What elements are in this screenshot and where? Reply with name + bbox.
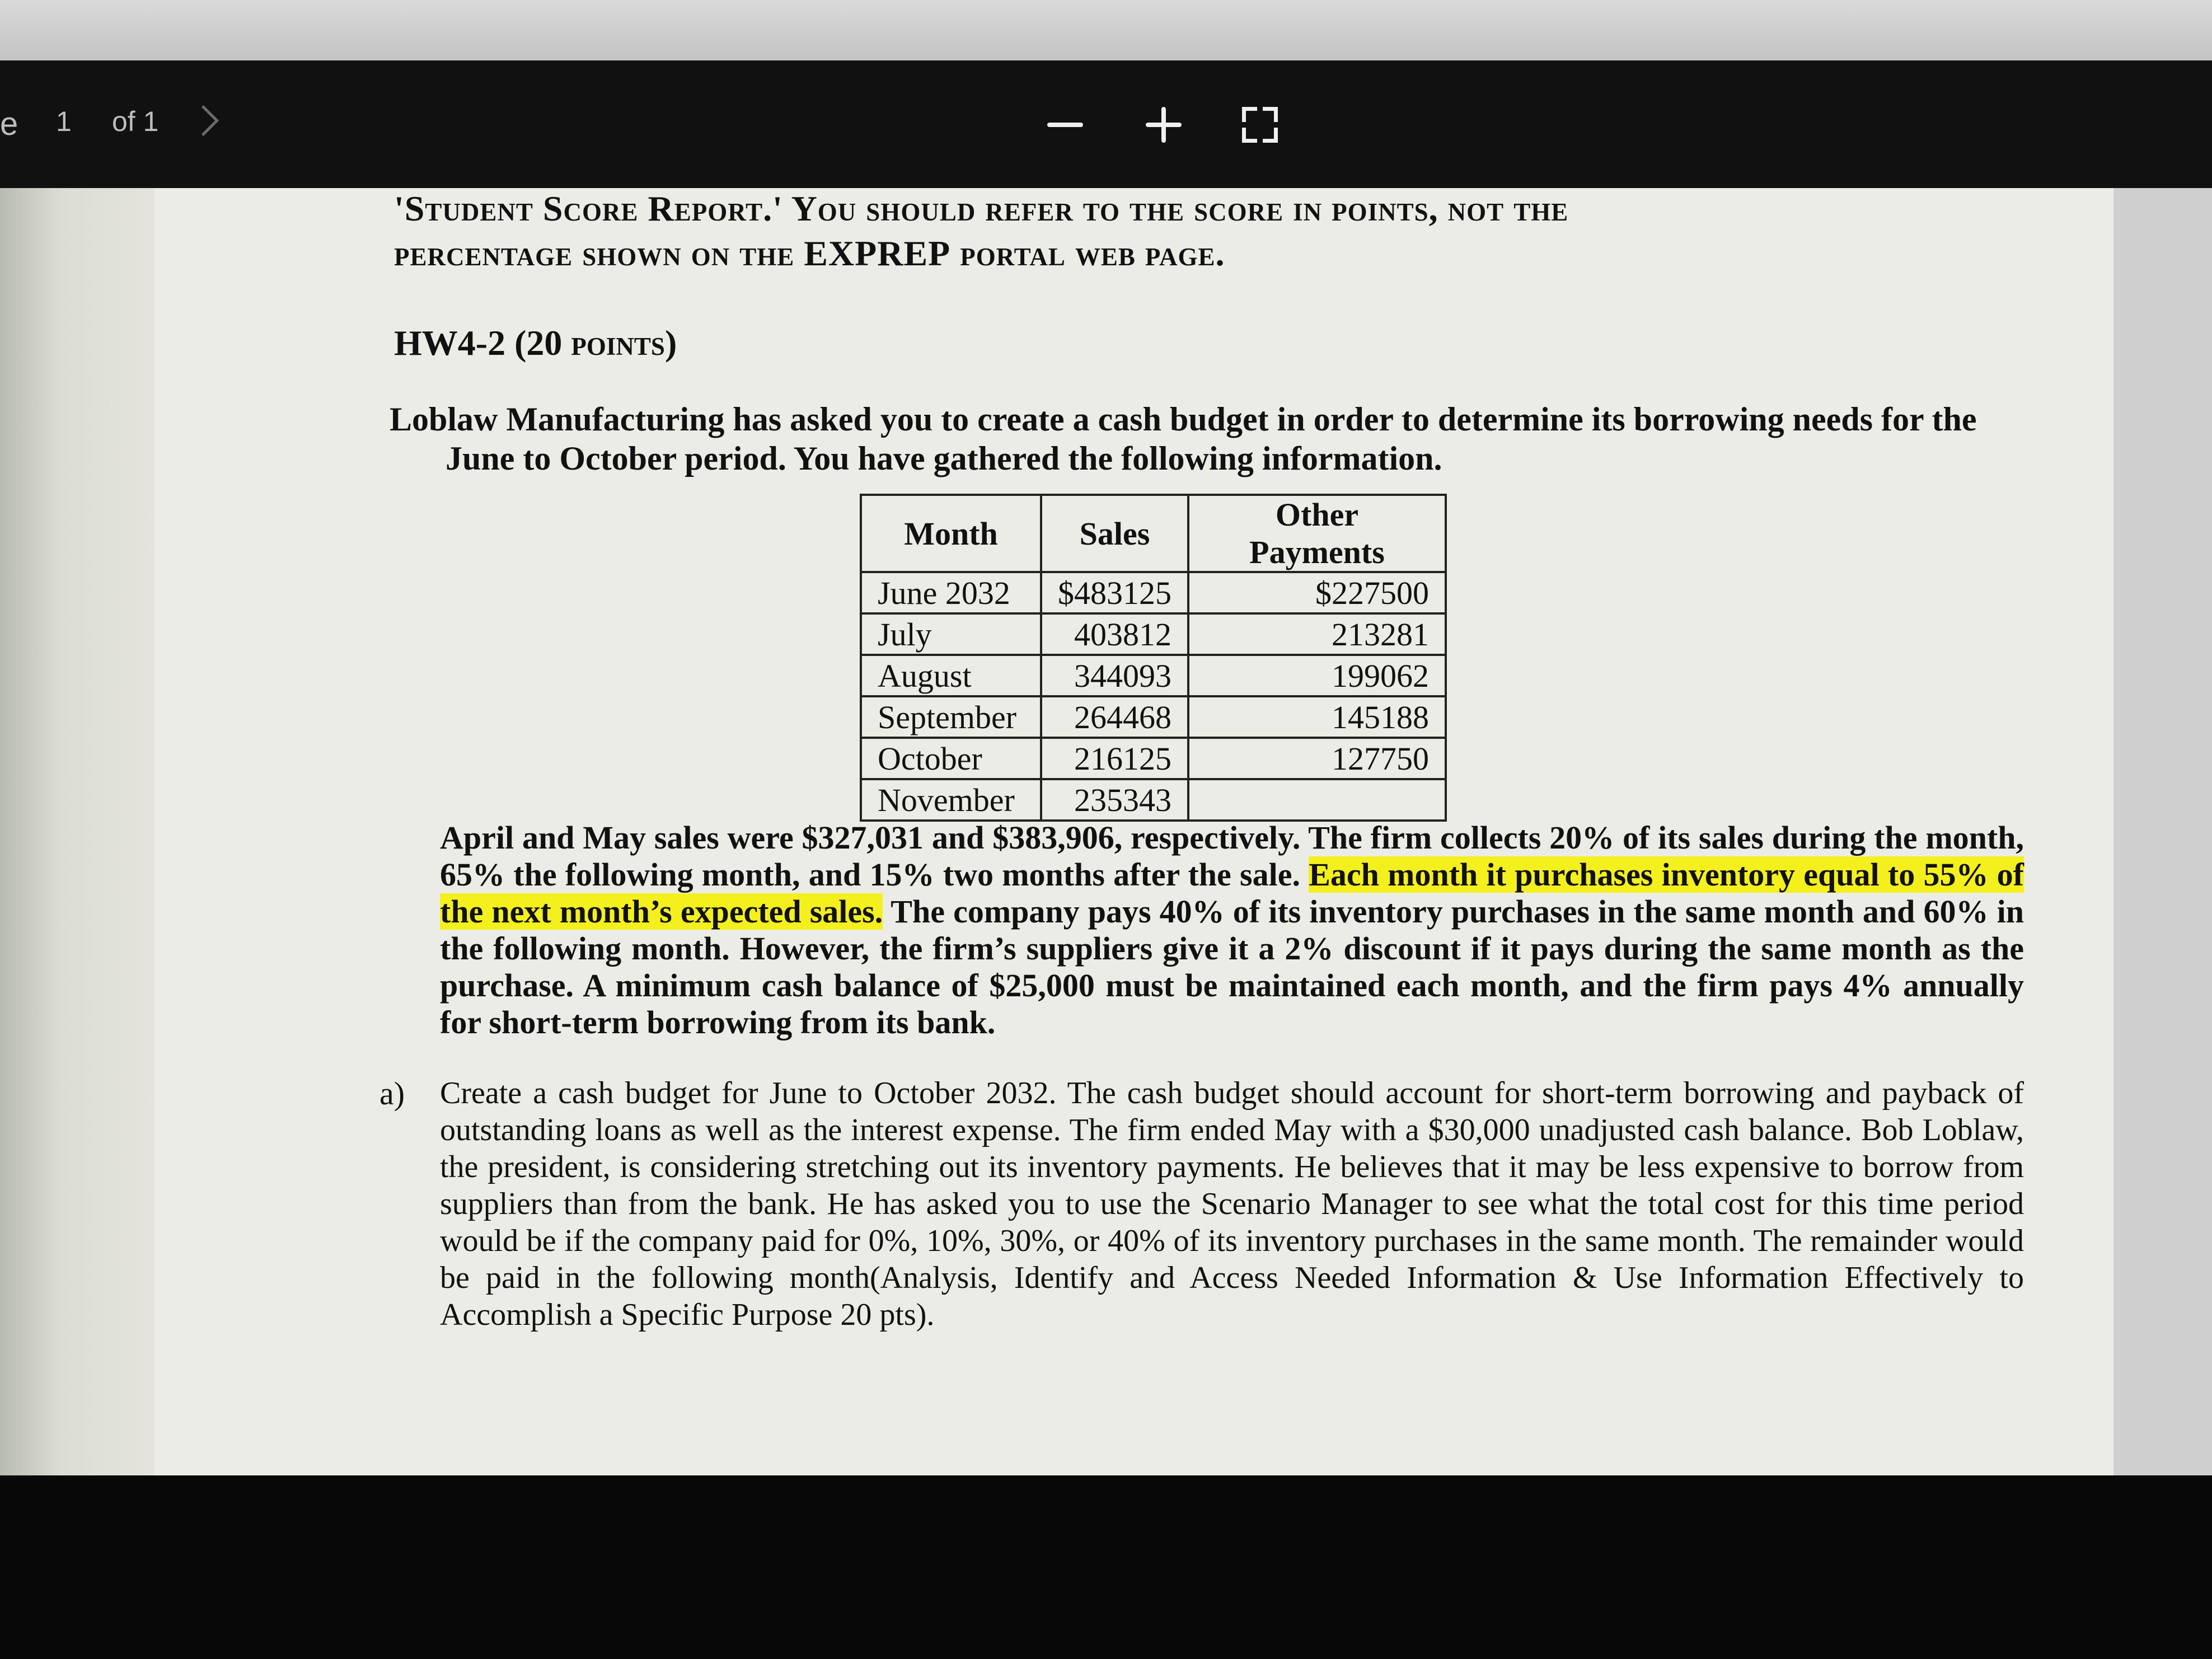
month-cell: July (861, 613, 1041, 655)
sales-cell: 344093 (1041, 655, 1188, 696)
header-line-2: percentage shown on the EXPREP portal web page. (394, 233, 1225, 273)
expand-icon (1242, 107, 1278, 143)
minus-icon (1047, 123, 1083, 127)
header-line-1: 'Student Score Report.' You should refer to the score in points, not the (394, 189, 1569, 228)
other-payments-cell: 145188 (1188, 696, 1446, 738)
item-a-text: Create a cash budget for June to October 2032. The cash budget should account for short-term borrowing and payback of outstanding loans as well as the interest expense. The firm ended May with a $30,000 unadjusted cash balance. Bob Loblaw, the president, is considering stretching out its inventory payments. He believes that it may be less expensive to borrow from suppliers than from the bank. He has asked you to use the Scenario Manager to see what the total cost for this time period would be if the company paid for 0%, 10%, 30%, or 40% of its inventory purchases in the same month. The remainder would be paid in the following month(Analysis, Identify and Access Needed Information & Use Information Effectively to Accomplish a Specific Purpose 20 pts). (440, 1076, 2024, 1332)
viewer-left-margin (0, 188, 154, 1475)
column-header: Month (861, 495, 1041, 572)
sales-cell: 235343 (1041, 779, 1188, 821)
table-row (861, 696, 1446, 738)
zoom-out-button[interactable] (1034, 94, 1096, 156)
fullscreen-button[interactable] (1229, 94, 1291, 156)
assignment-title: HW4-2 (20 points) (394, 323, 677, 363)
other-payments-cell: 213281 (1188, 613, 1446, 655)
zoom-in-button[interactable] (1133, 94, 1194, 156)
sales-cell: 216125 (1041, 738, 1188, 779)
table-row (861, 738, 1446, 779)
page-number-input[interactable]: 1 (56, 106, 72, 137)
sales-cell: 264468 (1041, 696, 1188, 738)
next-page-chevron-icon[interactable] (188, 105, 219, 136)
window-top-strip (0, 0, 2212, 60)
month-cell: June 2032 (861, 572, 1041, 613)
viewer-right-margin (2113, 188, 2212, 1531)
intro-paragraph: Loblaw Manufacturing has asked you to create a cash budget in order to determine its borrowing needs for the June to October period. You have gathered the following information. (390, 401, 1977, 477)
table-header-row (861, 495, 1446, 572)
month-cell: September (861, 696, 1041, 738)
month-cell: November (861, 779, 1041, 821)
table-row (861, 572, 1446, 613)
page-count-label: of 1 (112, 106, 159, 137)
assumptions-paragraph: April and May sales were $327,031 and $383,906, respectively. The firm collects 20% of its sales during the month, 65% the following month, and 15% two months after the sale. Each month it purchases inventory equal to 55% of the next month’s expected sales. The company pays 40% of its inventory purchases in the same month and 60% in the following month. However, the firm’s suppliers give it a 2% discount if it pays during the same month as the purchase. A minimum cash balance of $25,000 must be maintained each month, and the firm pays 4% annually for short-term borrowing from its bank. (440, 819, 2024, 1041)
other-payments-cell: $227500 (1188, 572, 1446, 613)
toolbar-partial-label: e (0, 106, 18, 142)
other-payments-cell (1188, 779, 1446, 821)
sales-cell: 403812 (1041, 613, 1188, 655)
column-header: Other Payments (1188, 495, 1446, 572)
month-cell: October (861, 738, 1041, 779)
highlighted-text: Each month it purchases inventory equal to 55% of the next month’s expected sales. (440, 856, 2024, 930)
column-header: Sales (1041, 495, 1188, 572)
plus-icon (1146, 107, 1182, 143)
other-payments-cell: 127750 (1188, 738, 1446, 779)
pdf-viewer-toolbar (0, 60, 2212, 188)
item-a-label: a) (379, 1075, 405, 1112)
document-page (154, 188, 2113, 1475)
table-row (861, 779, 1446, 821)
screen-bottom-bezel (0, 1475, 2212, 1659)
table-row (861, 655, 1446, 696)
other-payments-cell: 199062 (1188, 655, 1446, 696)
sales-table (860, 494, 1447, 822)
month-cell: August (861, 655, 1041, 696)
sales-cell: $483125 (1041, 572, 1188, 613)
table-row (861, 613, 1446, 655)
